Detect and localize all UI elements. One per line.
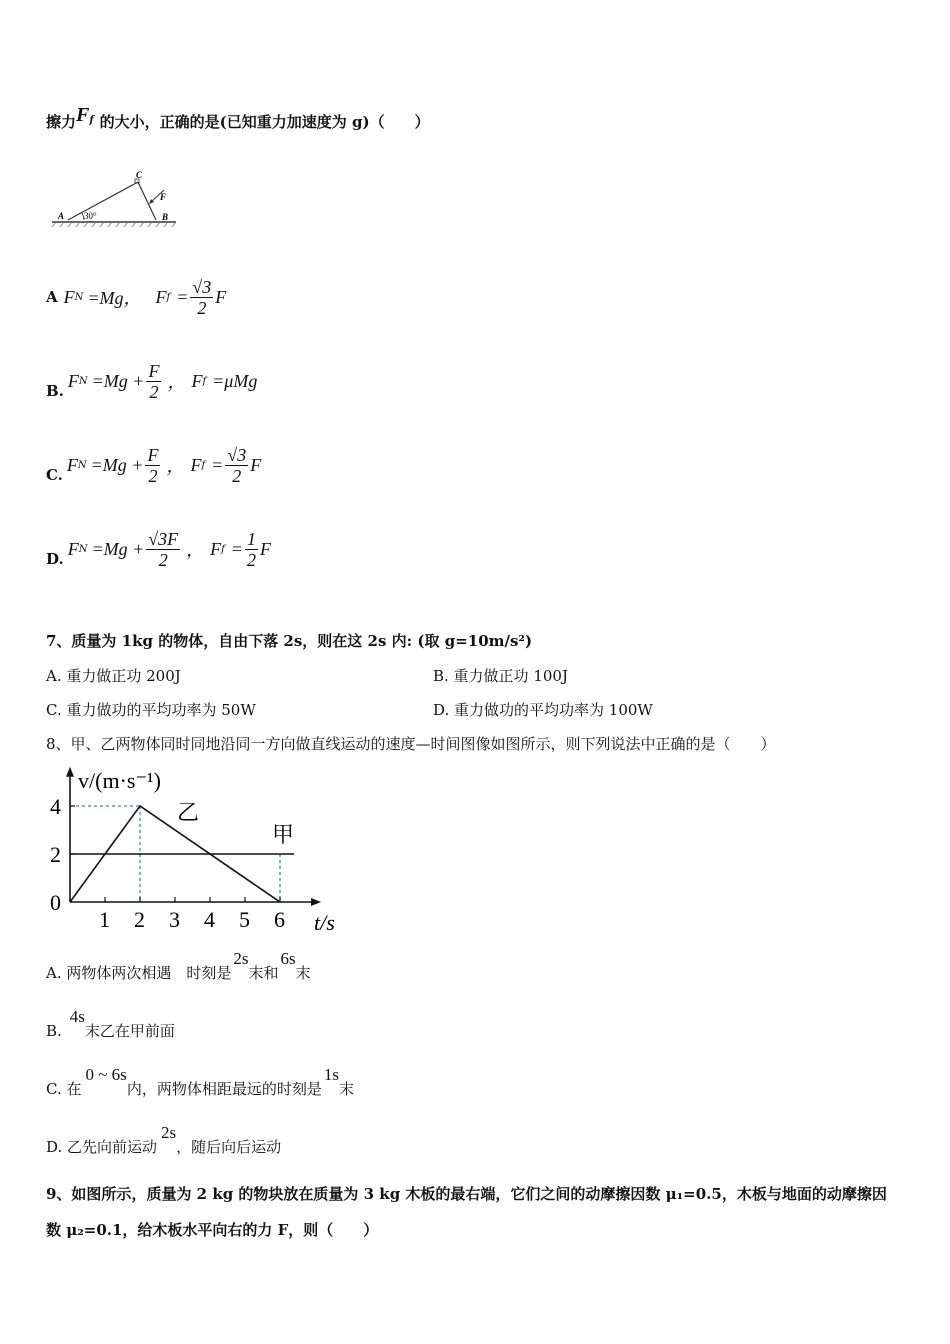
chart-series-label-jia: 甲 (272, 822, 295, 847)
q6-option-d-ff-sub: f (221, 543, 225, 555)
q6-option-d-fn-num: √3F (148, 528, 179, 549)
q6-option-b-ff-expr: =μMg (212, 370, 258, 391)
q7-option-c[interactable]: C. 重力做功的平均功率为 50W (46, 701, 256, 719)
q6-figure-label-f: F (160, 192, 167, 202)
q6-option-c-ff-fraction (225, 445, 248, 486)
q6-option-c-ff-tail: F (250, 454, 262, 475)
q6-option-d-label: D. (46, 550, 64, 568)
q6-figure-label-a: A (58, 211, 65, 221)
q6-option-b-fn-sub: N (78, 375, 88, 387)
q9-stem-line1: 9、如图所示，质量为 2 kg 的物块放在质量为 3 kg 木板的最右端，它们之间的动摩擦因数 μ₁=0.5，木板与地面的动摩擦因 (46, 1185, 887, 1203)
q6-option-b-fn-symbol: F (67, 370, 79, 391)
q6-option-d-ff-eq: = (230, 538, 243, 559)
q9-stem-line2: 数 μ₂=0.1，给木板水平向右的力 F，则（ ） (46, 1221, 379, 1239)
q6-option-d-ff-fraction (245, 529, 258, 570)
chart-xlabel: t/s (314, 910, 335, 935)
chart-x-tick-label-1: 1 (99, 907, 110, 932)
q6-option-c-label: C. (46, 466, 63, 484)
q8-option-a-v1: 2s (233, 949, 249, 968)
q6-option-c-fn-fraction (145, 445, 160, 486)
q8-option-c-post: 末 (338, 1080, 354, 1098)
q8-option-b-label: B. (46, 1022, 62, 1040)
q6-option-a-ff-symbol: F (155, 286, 167, 307)
q6-option-b-ff-sub: f (202, 375, 207, 387)
q8-option-c-mid: 内，两物体相距最远的时刻是 (126, 1080, 322, 1098)
q8-option-c[interactable] (46, 1064, 354, 1104)
q6-option-c-fn-sub: N (77, 459, 87, 471)
q6-option-c-fn-symbol: F (66, 454, 78, 475)
q8-option-a-mid: 末和 (248, 964, 279, 982)
chart-origin-label: 0 (50, 890, 61, 915)
q6-option-c-sep: ， (166, 456, 185, 476)
q7-stem: 7、质量为 1kg 的物体，自由下落 2s，则在这 2s 内: (取 g=10m/s²) (46, 632, 533, 650)
q6-option-a-label: A (46, 288, 58, 306)
q6-figure-rod-ac (68, 182, 138, 220)
q6-stem-suffix: 的大小，正确的是(已知重力加速度为 g)（ ） (99, 113, 430, 131)
chart-ticks (50, 794, 285, 932)
q6-option-d-ff-den: 2 (246, 549, 256, 570)
q6-option-a-fn-expr: =Mg， (87, 288, 142, 308)
q6-option-c-fn-num: F (147, 444, 159, 465)
q6-option-b-fn-num: F (148, 360, 160, 381)
q7-option-a[interactable]: A. 重力做正功 200J (46, 667, 181, 685)
q6-option-a-ff-tail: F (215, 286, 227, 307)
q6-option-b-label: B. (46, 382, 64, 400)
q8-option-d-val: 2s (161, 1123, 177, 1142)
q6-option-a-ff-eq: = (176, 286, 189, 307)
q8-option-d[interactable] (46, 1122, 281, 1162)
q6-option-a-fn-sub: N (74, 291, 84, 303)
q6-option-c-ff-den: 2 (232, 465, 242, 486)
chart-x-tick-label-3: 3 (169, 907, 180, 932)
q8-option-b-val: 4s (69, 1007, 85, 1026)
q6-option-b[interactable] (46, 356, 257, 406)
q6-option-b-fn-expr: =Mg + (91, 370, 145, 391)
q6-stem-prefix: 擦力 (46, 113, 77, 131)
q6-option-a-ff-sub: f (166, 291, 171, 303)
q6-figure-label-b: B (162, 212, 169, 222)
q6-stem-symbol: F (76, 104, 90, 126)
q6-option-d-fn-den: 2 (158, 549, 168, 570)
q6-option-b-fn-fraction (146, 361, 161, 402)
q8-option-b[interactable] (46, 1006, 175, 1046)
q6-stem (46, 104, 430, 134)
q6-option-a-ff-fraction (190, 277, 213, 318)
chart-y-axis-arrow (66, 767, 74, 777)
q6-option-c-fn-expr: =Mg + (90, 454, 144, 475)
q6-figure-label-angle: 30° (84, 211, 97, 221)
chart-y-tick-label-2: 2 (50, 842, 61, 867)
chart-x-axis-arrow (311, 898, 321, 906)
q6-option-d-ff-num: 1 (246, 528, 256, 549)
q6-figure-label-c: C (136, 170, 143, 180)
q6-option-d-fn-sub: N (78, 543, 88, 555)
q6-option-c-ff-eq: = (211, 454, 224, 475)
q6-option-d-fn-fraction (146, 529, 180, 570)
q8-option-d-post: ，随后向后运动 (176, 1138, 282, 1156)
q6-option-d-fn-expr: =Mg + (91, 538, 145, 559)
q6-option-b-ff-symbol: F (191, 370, 203, 391)
q6-option-c-fn-den: 2 (148, 465, 158, 486)
q8-option-a-v2: 6s (280, 949, 296, 968)
q6-option-c-ff-sub: f (201, 459, 206, 471)
q7-option-b[interactable]: B. 重力做正功 100J (433, 667, 568, 685)
chart-y-tick-label-4: 4 (50, 794, 61, 819)
q6-stem-subscript: f (89, 115, 94, 126)
q8-option-d-pre: D. 乙先向前运动 (46, 1138, 158, 1156)
q6-option-c-ff-num: √3 (227, 444, 247, 465)
q8-option-a[interactable] (46, 948, 311, 988)
q6-option-c-ff-symbol: F (190, 454, 202, 475)
chart-ylabel: v/(m·s⁻¹) (78, 768, 161, 793)
q6-figure (50, 170, 180, 230)
q8-option-c-val: 1s (323, 1065, 339, 1084)
q6-option-a-ff-num: √3 (192, 276, 212, 297)
q6-option-b-sep: ， (167, 372, 186, 392)
q8-option-a-post: 末 (295, 964, 311, 982)
q6-option-d-fn-symbol: F (67, 538, 79, 559)
q8-option-c-pre: C. 在 (46, 1080, 82, 1098)
q8-option-c-range: 0 ~ 6s (85, 1065, 127, 1084)
q8-option-a-pre: A. 两物体两次相遇 时刻是 (46, 964, 232, 982)
q6-option-b-fn-den: 2 (149, 381, 159, 402)
q6-figure-rod-cb (138, 182, 156, 220)
q6-option-a[interactable] (46, 272, 226, 322)
q8-option-b-post: 末乙在甲前面 (84, 1022, 175, 1040)
chart-series-label-yi: 乙 (177, 800, 200, 825)
q8-vt-chart (40, 760, 360, 940)
q6-option-a-ff-den: 2 (197, 297, 207, 318)
q6-option-c[interactable] (46, 440, 261, 490)
q7-option-d[interactable]: D. 重力做功的平均功率为 100W (433, 701, 653, 719)
q6-option-d[interactable] (46, 524, 271, 574)
q6-option-d-ff-tail: F (259, 538, 271, 559)
q6-option-d-sep: ， (186, 540, 205, 560)
q8-stem: 8、甲、乙两物体同时同地沿同一方向做直线运动的速度—时间图像如图所示，则下列说法中正确的是（ ） (46, 735, 776, 753)
q6-option-a-fn-symbol: F (63, 286, 75, 307)
chart-x-tick-label-5: 5 (239, 907, 250, 932)
chart-x-tick-label-6: 6 (274, 907, 285, 932)
chart-x-tick-label-4: 4 (204, 907, 215, 932)
chart-x-tick-label-2: 2 (134, 907, 145, 932)
q6-option-d-ff-symbol: F (210, 538, 222, 559)
